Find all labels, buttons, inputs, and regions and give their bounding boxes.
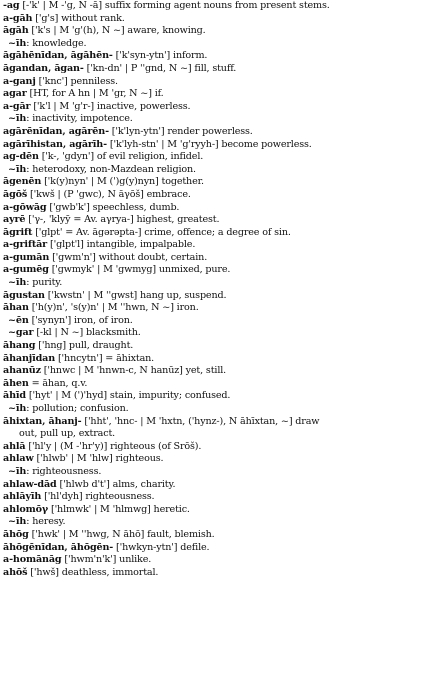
headword: ~īh [8,113,27,125]
dictionary-entry [0,101,437,114]
dictionary-entry [0,529,437,542]
headword: āhōgēnīdan, āhōgēn- [3,541,114,553]
sub-entry [0,113,437,126]
definition: ['hl'dyh] righteousness. [41,491,155,503]
definition: ['glpt'l] intangible, impalpable. [47,239,196,251]
headword: ~ēn [8,314,29,326]
definition: ['hwm'n'k'] unlike. [61,554,152,566]
sub-entry [0,38,437,51]
dictionary-entry [0,176,437,189]
definition: ['kwš | (P 'gwc), N āγōš] embrace. [27,188,191,200]
headword: ahlaw [3,453,34,465]
dictionary-entry [0,340,437,353]
definition: ['glpt' = Av. āgərəpta-] crime, offence; a degree of sin. [32,226,291,238]
dictionary-entry [0,227,437,240]
headword: āgenēn [3,176,42,188]
headword: a-gōwāg [3,201,47,213]
definition: ['g's] without rank. [32,12,125,24]
dictionary-entry [0,302,437,315]
definition: ['hncytn'] = āhixtan. [55,352,155,364]
headword: ahlaw-dād [3,478,57,490]
definition: ['gwb'k'] speechless, dumb. [46,201,180,213]
dictionary-entry [0,63,437,76]
headword: ayrē [3,214,26,226]
definition: : righteousness. [26,465,102,477]
definition: ['hht', 'hnc- | M 'hxtn, ('hynz-), N āhīxtan, ~] draw [81,415,320,427]
headword: ~īh [8,277,27,289]
definition: ['kn-dn' | P ''gnd, N ~] fill, stuff. [83,62,237,74]
headword: ahlomōγ [3,503,49,515]
headword: a-gumēg [3,264,49,276]
dictionary-entry [0,239,437,252]
definition: ['synyn'] iron, of iron. [28,314,133,326]
headword: āgrift [3,226,33,238]
dictionary-entry [0,126,437,139]
headword: ~gar [8,327,34,339]
dictionary-entry [0,252,437,265]
definition: ['k-, 'gdyn'] of evil religion, infidel. [38,151,204,163]
definition: ['hlwb d't'] alms, charity. [56,478,176,490]
definition: ['hlmwk' | M 'hlmwg] heretic. [48,503,190,515]
headword: a-gumān [3,251,50,263]
definition: ['gwm'n'] without doubt, certain. [49,251,208,263]
dictionary-entry [0,504,437,517]
headword: āgāh [3,25,29,37]
definition: ['k(y)nyn' | M (')g(y)nyn] together. [41,176,204,188]
definition: ['k's | M 'g'(h), N ~] aware, knowing. [28,25,206,37]
headword: a-ganj [3,75,36,87]
definition: ['knc'] penniless. [35,75,118,87]
headword: ahlāyīh [3,491,42,503]
headword: āgustan [3,289,45,301]
headword: ~īh [8,403,27,414]
definition: [HT, for A hn | M 'gr, N ~] if. [26,88,164,100]
dictionary-entry [0,139,437,152]
dictionary-entry [0,542,437,555]
headword: āhanjīdan [3,352,56,364]
sub-entry [0,516,437,529]
dictionary-entry [0,88,437,101]
definition: : heterodoxy, non-Mazdean religion. [26,163,196,175]
headword: a-gāh [3,12,33,24]
headword: āgāhēnīdan, āgāhēn- [3,50,113,62]
headword: āgandan, āgan- [3,62,84,74]
definition: ['hwš] deathless, immortal. [27,566,159,578]
definition: ['k'l | M 'g'r-] inactive, powerless. [30,100,191,112]
dictionary-entry [0,390,437,403]
sub-entry [0,403,437,416]
sub-entry [0,164,437,177]
definition: ['gwmyk' | M 'gwmyg] unmixed, pure. [48,264,231,276]
dictionary-entry [0,25,437,38]
headword: ~īh [8,37,27,49]
headword: āhan [3,302,29,314]
definition: ['k'lyh-stn' | M 'g'ryyh-] become powerless. [106,138,312,150]
definition: : purity. [26,277,63,289]
definition: ['hng] pull, draught. [35,340,134,352]
definition-continuation: out, pull up, extract. [19,428,116,440]
dictionary-entry [0,264,437,277]
dictionary-entry [0,441,437,454]
dictionary-entry [0,76,437,89]
definition: ['h(y)n', 's(y)n' | M ''hwn, N ~] iron. [28,302,199,314]
dictionary-entry [0,189,437,202]
definition: : knowledge. [26,37,87,49]
definition: ['k'syn-ytn'] inform. [112,50,208,62]
headword: āhīd [3,390,26,402]
headword: ~īh [8,465,27,477]
dictionary-entry [0,554,437,567]
headword: āhixtan, āhanj- [3,415,82,427]
headword: agārēnīdan, agārēn- [3,125,109,137]
definition: ['kwstn' | M ''gwst] hang up, suspend. [44,289,227,301]
headword: ~īh [8,163,27,175]
definition: : pollution; confusion. [26,403,129,414]
definition: ['hnwc | M 'hnwn-c, N hanūz] yet, still. [40,365,227,377]
headword: agārīhistan, agārīh- [3,138,107,150]
dictionary-entry [0,214,437,227]
dictionary-entry [0,13,437,26]
headword: a-gār [3,100,31,112]
headword: āhang [3,340,36,352]
definition: ['k'lyn-ytn'] render powerless. [108,125,253,137]
dictionary-entry [0,353,437,366]
dictionary-entry [0,151,437,164]
definition: ['γ-, 'klyȳ = Av. aγrya-] highest, greatest. [25,214,220,226]
definition: = āhan, q.v. [28,377,88,389]
headword: agar [3,88,27,100]
headword: āgōš [3,188,28,200]
headword: a-griftār [3,239,48,251]
dictionary-entry [0,365,437,378]
definition: ['hlwb' | M 'hlw] righteous. [33,453,164,465]
dictionary-entry [0,491,437,504]
sub-entry [0,315,437,328]
dictionary-entry [0,290,437,303]
definition: [-'k' | M -'g, N -ā] suffix forming agent nouns from present stems. [19,0,330,11]
sub-entry [0,327,437,340]
headword: -ag [3,0,20,11]
dictionary-entry [0,50,437,63]
headword: ahlā [3,440,26,452]
definition: ['hwkyn-ytn'] defile. [113,541,210,553]
sub-entry [0,277,437,290]
dictionary-entry [0,479,437,492]
sub-entry [0,466,437,479]
headword: a-homānāg [3,554,62,566]
dictionary-entry [0,416,437,441]
dictionary-entry [0,453,437,466]
headword: āhen [3,377,29,389]
definition: : inactivity, impotence. [26,113,133,125]
headword: ag-dēn [3,151,39,163]
definition: ['hyt' | M (')'hyd] stain, impurity; confused. [25,390,231,402]
headword: ahōš [3,566,28,578]
headword: ~īh [8,516,27,528]
dictionary-entry [0,0,437,13]
dictionary-entry [0,202,437,215]
definition: : heresy. [26,516,66,528]
dictionary-entry [0,567,437,580]
headword: ahanūz [3,365,41,377]
dictionary-entry [0,378,437,391]
headword: āhōg [3,528,29,540]
definition: ['hl'y | (M -'hr'y)] righteous (of Srōš). [25,440,202,452]
definition: [-kl | N ~] blacksmith. [33,327,141,339]
definition: ['hwk' | M ''hwg, N āhō] fault, blemish. [28,528,215,540]
